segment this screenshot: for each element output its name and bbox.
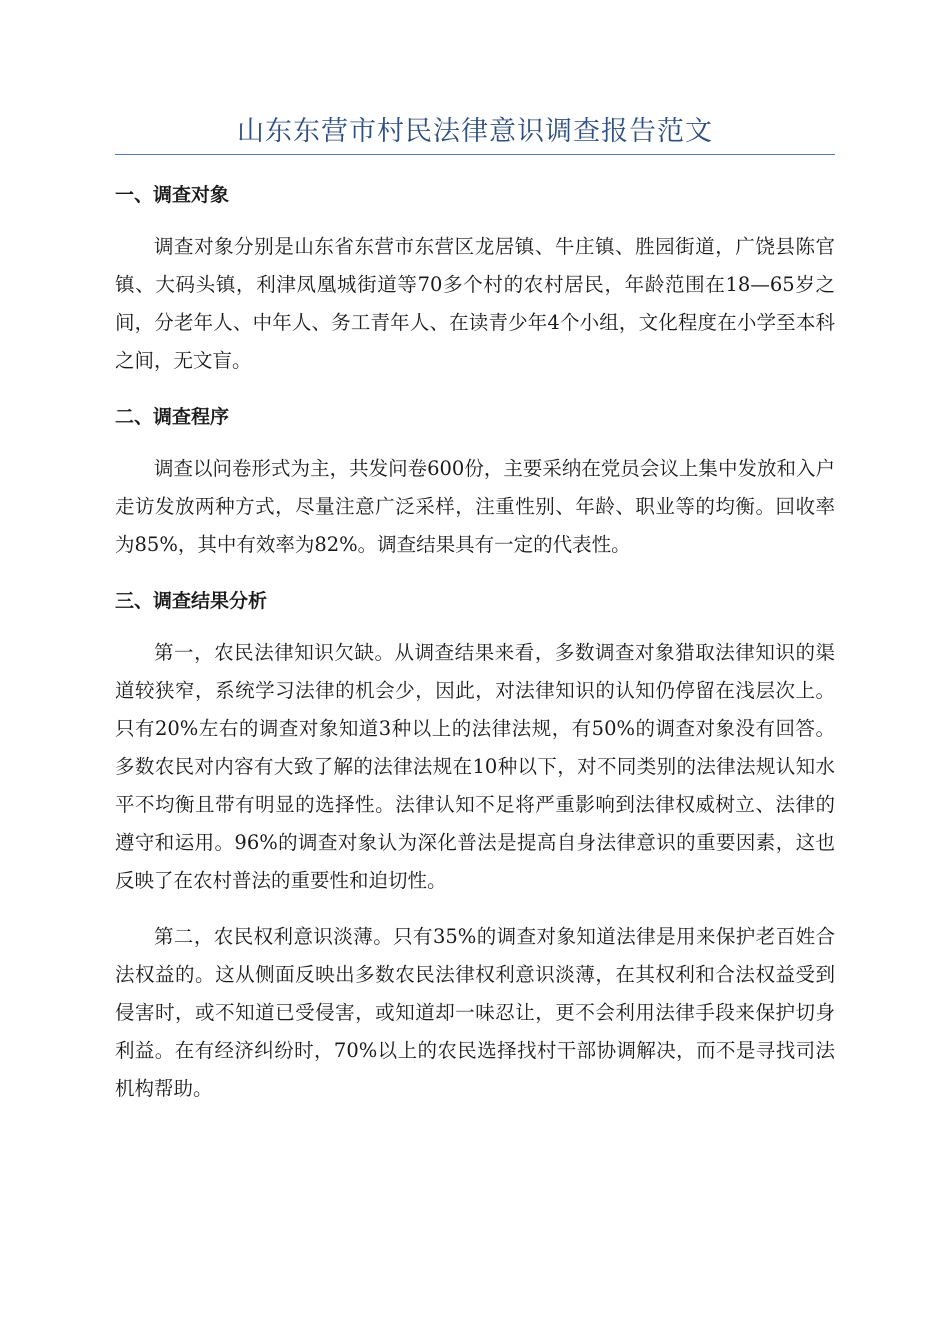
paragraph: 第一，农民法律知识欠缺。从调查结果来看，多数调查对象猎取法律知识的渠道较狭窄，系统学习法律的机会少，因此，对法律知识的认知仍停留在浅层次上。只有20%左右的调查对象知道3种以上的法律法规，有50%的调查对象没有回答。多数农民对内容有大致了解的法律法规在10种以下，对不同类别的法律法规认知水平不均衡且带有明显的选择性。法律认知不足将严重影响到法律权威树立、法律的遵守和运用。96%的调查对象认为深化普法是提高自身法律意识的重要因素，这也反映了在农村普法的重要性和迫切性。: [115, 641, 835, 892]
section-survey-subjects: [115, 176, 835, 380]
title-underline: [115, 154, 835, 155]
paragraph: 第二，农民权利意识淡薄。只有35%的调查对象知道法律是用来保护老百姓合法权益的。这从侧面反映出多数农民法律权利意识淡薄，在其权利和合法权益受到侵害时，或不知道已受侵害，或知道却一味忍让，更不会利用法律手段来保护切身利益。在有经济纠纷时，70%以上的农民选择找村干部协调解决，而不是寻找司法机构帮助。: [115, 925, 835, 1100]
paragraph: 调查以问卷形式为主，共发问卷600份，主要采纳在党员会议上集中发放和入户走访发放两种方式，尽量注意广泛采样，注重性别、年龄、职业等的均衡。回收率为85%，其中有效率为82%。调查结果具有一定的代表性。: [115, 457, 835, 556]
section-heading: 二、调查程序: [115, 406, 230, 428]
section-heading: 一、调查对象: [115, 184, 230, 206]
document-body: [115, 176, 835, 1124]
paragraph: 调查对象分别是山东省东营市东营区龙居镇、牛庄镇、胜园街道，广饶县陈官镇、大码头镇，利津凤凰城街道等70多个村的农村居民，年龄范围在18—65岁之间，分老年人、中年人、务工青年人、在读青少年4个小组，文化程度在小学至本科之间，无文盲。: [115, 235, 835, 372]
section-result-analysis: [115, 582, 835, 1108]
section-heading: 三、调查结果分析: [115, 590, 268, 612]
section-survey-procedure: [115, 398, 835, 564]
document-title: 山东东营市村民法律意识调查报告范文: [237, 116, 713, 147]
